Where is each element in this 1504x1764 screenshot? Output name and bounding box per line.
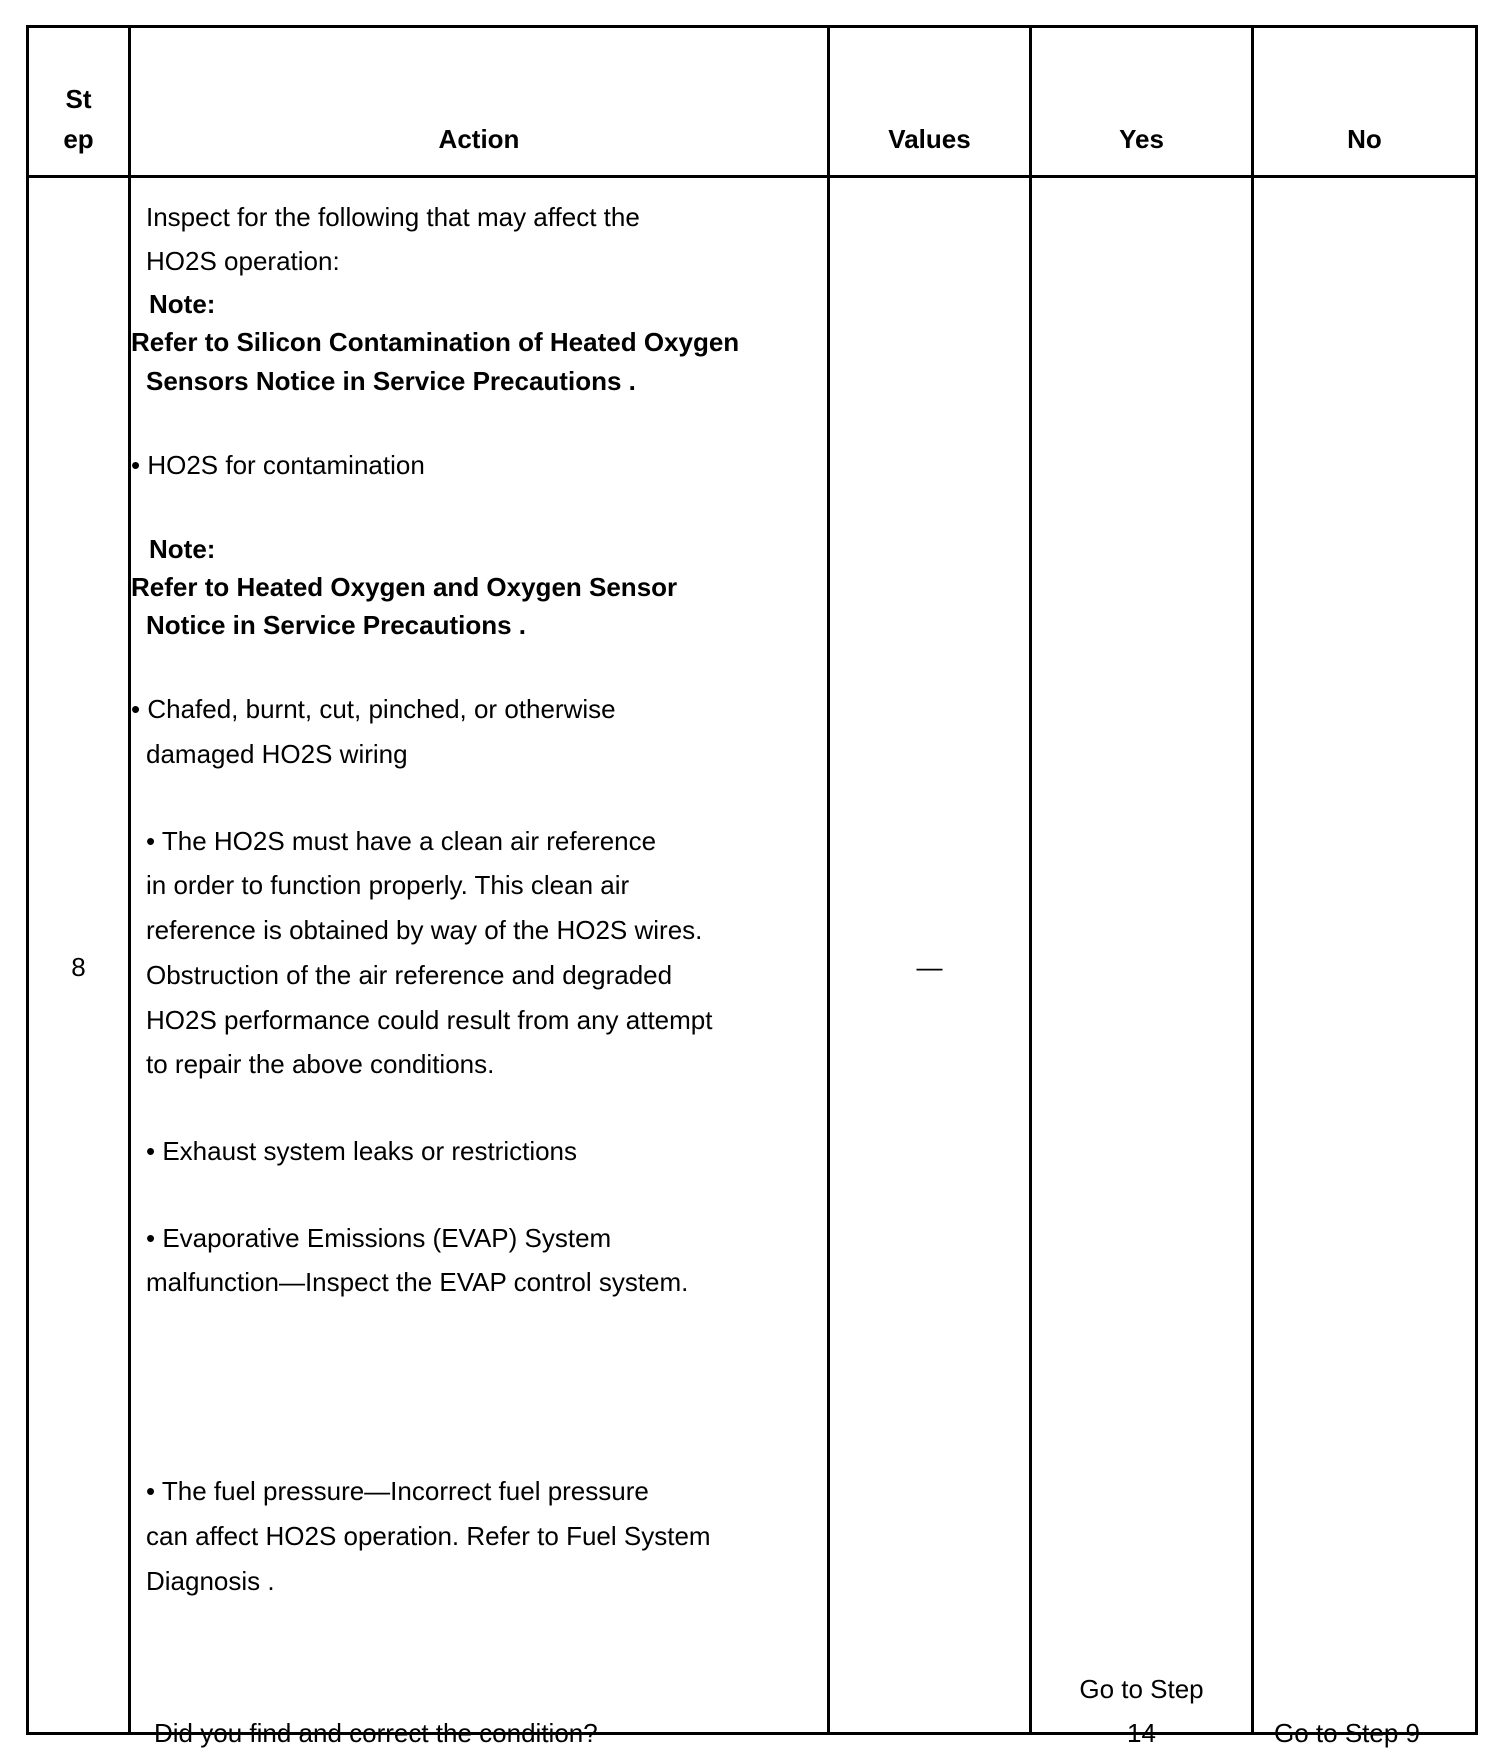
header-yes bbox=[1032, 28, 1251, 175]
bullet-item: • Evaporative Emissions (EVAP) System bbox=[146, 1223, 612, 1253]
bullet-item-cont: can affect HO2S operation. Refer to Fuel System bbox=[146, 1521, 711, 1551]
bullet-item-cont: Obstruction of the air reference and degraded bbox=[146, 960, 673, 990]
header-step-line1: St bbox=[65, 84, 92, 114]
note-label: Note: bbox=[149, 289, 216, 319]
header-action-label: Action bbox=[438, 124, 520, 154]
bullet-item: • The fuel pressure—Incorrect fuel pressure bbox=[146, 1476, 649, 1506]
values-cell: — bbox=[916, 952, 943, 982]
step-number: 8 bbox=[71, 952, 86, 982]
header-values bbox=[830, 28, 1029, 175]
header-no bbox=[1254, 28, 1475, 175]
column-divider bbox=[1029, 28, 1032, 1732]
note-text: Sensors Notice in Service Precautions . bbox=[146, 366, 636, 396]
note-text: Refer to Silicon Contamination of Heated Oxygen bbox=[131, 327, 740, 357]
bullet-item-cont: malfunction—Inspect the EVAP control system. bbox=[146, 1267, 689, 1297]
bullet-item-cont: to repair the above conditions. bbox=[146, 1049, 495, 1079]
column-divider bbox=[1251, 28, 1254, 1732]
header-step bbox=[29, 28, 128, 175]
bullet-item: • Exhaust system leaks or restrictions bbox=[146, 1136, 578, 1166]
diagnostic-table bbox=[26, 25, 1478, 1748]
bullet-item: • HO2S for contamination bbox=[131, 450, 425, 480]
bullet-item-cont: HO2S performance could result from any attempt bbox=[146, 1005, 713, 1035]
header-no-label: No bbox=[1347, 124, 1382, 154]
bullet-item-cont: Diagnosis . bbox=[146, 1566, 275, 1596]
intro-line: Inspect for the following that may affect the bbox=[146, 202, 640, 232]
column-divider bbox=[128, 28, 131, 1732]
header-action bbox=[131, 28, 827, 175]
intro-line: HO2S operation: bbox=[146, 246, 340, 276]
note-text: Refer to Heated Oxygen and Oxygen Sensor bbox=[131, 572, 678, 602]
note-text: Notice in Service Precautions . bbox=[146, 610, 527, 640]
header-step-line2: ep bbox=[63, 124, 94, 154]
bullet-item-cont: damaged HO2S wiring bbox=[146, 739, 408, 769]
bullet-item: • The HO2S must have a clean air reference bbox=[146, 826, 657, 856]
header-yes-label: Yes bbox=[1119, 124, 1164, 154]
header-divider bbox=[29, 175, 1475, 178]
bullet-item-cont: reference is obtained by way of the HO2S wires. bbox=[146, 915, 703, 945]
note-label: Note: bbox=[149, 534, 216, 564]
bullet-item: • Chafed, burnt, cut, pinched, or otherwise bbox=[131, 694, 616, 724]
question-text: Did you find and correct the condition? bbox=[154, 1718, 598, 1748]
no-cell: Go to Step 9 bbox=[1274, 1718, 1420, 1748]
column-divider bbox=[827, 28, 830, 1732]
bullet-item-cont: in order to function properly. This clean air bbox=[146, 870, 630, 900]
yes-cell-line1: Go to Step bbox=[1079, 1674, 1204, 1704]
header-values-label: Values bbox=[888, 124, 971, 154]
yes-cell-line2: 14 bbox=[1127, 1718, 1156, 1748]
